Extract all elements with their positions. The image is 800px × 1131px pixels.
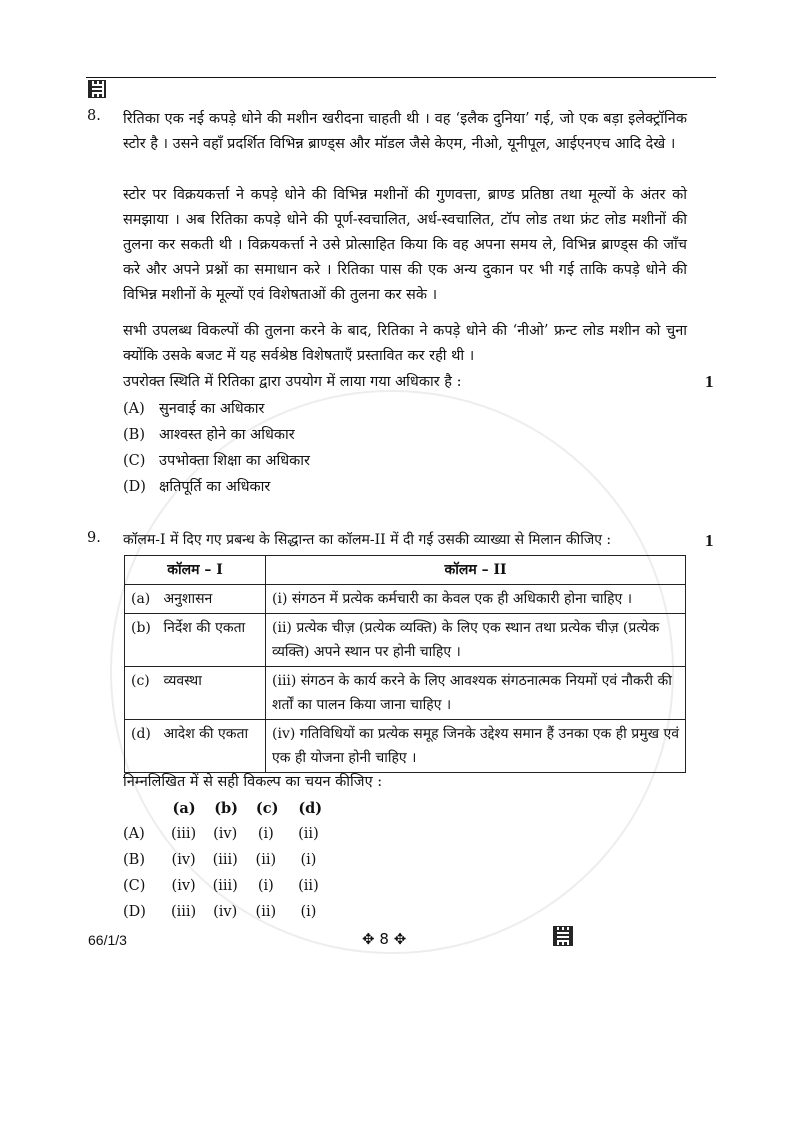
question-8-paragraph-3: सभी उपलब्ध विकल्पों की तुलना करने के बाद, रितिका ने कपड़े धोने की ‘नीओ’ फ्रन्ट लोड मशीन को चुना क्योंकि उसके बजट में यह सर्वश्रेष्ठ विशेषताएँ प्रस्तावित कर रही थी । (123, 323, 687, 364)
answer-value: (i) (300, 852, 317, 868)
question-9-instruction: निम्नलिखित में से सही विकल्प का चयन कीजिए : (123, 774, 383, 790)
answer-value: (ii) (255, 904, 277, 920)
page-decor-left-icon: ✥ (362, 930, 375, 948)
row-desc: प्रत्येक चीज़ (प्रत्येक व्यक्ति) के लिए एक स्थान तथा प्रत्येक चीज़ (प्रत्येक व्यक्ति) अपने स्थान पर होनी चाहिए । (272, 620, 660, 660)
answer-value: (iv) (213, 826, 238, 842)
table-row (125, 614, 686, 667)
row-term: अनुशासन (163, 591, 213, 607)
answer-option-d (123, 904, 327, 920)
page-number (362, 930, 406, 948)
answer-header-row (123, 800, 329, 817)
answer-value: (i) (257, 826, 274, 842)
page-decor-right-icon: ✥ (393, 930, 407, 948)
column-1-header: कॉलम – I (125, 556, 266, 585)
answer-header-b: (b) (214, 800, 239, 817)
column-1-cell (125, 614, 266, 667)
answer-value: (ii) (298, 878, 319, 894)
question-8-paragraph-1: रितिका एक नई कपड़े धोने की मशीन खरीदना चाहती थी । वह ‘इलैक दुनिया’ गई, जो एक बड़ा इलेक्ट्रॉनिक स्टोर है । उसने वहाँ प्रदर्शित विभिन्न ब्राण्ड्स और मॉडल जैसे केएम, नीओ, यूनीपूल, आईएनएच आदि देखे । (123, 111, 687, 152)
column-1-cell (125, 667, 266, 720)
row-label: (d) (131, 726, 151, 742)
option-text: सुनवाई का अधिकार (159, 401, 265, 417)
row-term: आदेश की एकता (163, 726, 249, 742)
table-row (125, 667, 686, 720)
column-2-cell (266, 667, 686, 720)
answer-label: (C) (123, 878, 146, 894)
answer-value: (i) (300, 904, 317, 920)
option-text: आश्वस्त होने का अधिकार (159, 427, 295, 443)
answer-value: (iii) (170, 904, 197, 920)
question-8-prompt: उपरोक्त स्थिति में रितिका द्वारा उपयोग में लाया गया अधिकार है : (123, 374, 462, 390)
answer-label: (D) (123, 904, 146, 920)
question-9-number: 9. (87, 530, 101, 546)
column-2-cell (266, 585, 686, 614)
paper-code: 66/1/3 (88, 932, 127, 948)
column-1-cell (125, 585, 266, 614)
answer-option-b (123, 852, 327, 868)
row-desc: संगठन में प्रत्येक कर्मचारी का केवल एक ही अधिकारी होना चाहिए । (291, 591, 633, 607)
question-9-text: कॉलम-I में दिए गए प्रबन्ध के सिद्धान्त का कॉलम-II में दी गई उसकी व्याख्या से मिलान कीजिए : (123, 532, 612, 548)
row-desc: गतिविधियों का प्रत्येक समूह जिनके उद्देश्य समान हैं उनका एक ही प्रमुख एवं एक ही योजना होनी चाहिए । (272, 726, 680, 766)
question-8-option-b (123, 422, 295, 448)
option-text: क्षतिपूर्ति का अधिकार (159, 479, 271, 495)
answer-value: (iv) (213, 904, 238, 920)
row-label: (c) (131, 673, 150, 689)
answer-value: (iv) (171, 878, 196, 894)
qr-code-icon (88, 80, 106, 98)
answer-value: (ii) (298, 826, 319, 842)
question-9-marks: 1 (705, 531, 714, 550)
header-rule (86, 77, 716, 78)
option-label: (A) (123, 401, 145, 417)
answer-option-c (123, 878, 327, 894)
row-num: (iii) (272, 673, 297, 689)
answer-option-a (123, 826, 327, 842)
answer-label: (A) (123, 826, 145, 842)
question-8-paragraph-2: स्टोर पर विक्रयकर्त्ता ने कपड़े धोने की विभिन्न मशीनों की गुणवत्ता, ब्राण्ड प्रतिष्ठा तथा मूल्यों के अंतर को समझाया । अब रितिका कपड़े धोने की पूर्ण-स्वचालित, अर्ध-स्वचालित, टॉप लोड तथा फ्रंट लोड मशीनों की तुलना कर सकती थी । विक्रयकर्त्ता ने उसे प्रोत्साहित किया कि वह अपना समय ले, विभिन्न ब्राण्ड्स की जाँच करे और अपने प्रश्नों का समाधान करे । रितिका पास की एक अन्य दुकान पर भी गई ताकि कपड़े धोने की विभिन्न मशीनों के मूल्यों एवं विशेषताओं की तुलना कर सके । (123, 187, 687, 303)
row-num: (i) (272, 591, 288, 607)
row-label: (b) (131, 620, 151, 636)
answer-value: (iv) (171, 852, 196, 868)
answer-value: (iii) (170, 826, 197, 842)
column-2-cell (266, 614, 686, 667)
question-8-option-c (123, 448, 310, 474)
answer-value: (i) (257, 878, 274, 894)
answer-value: (iii) (212, 852, 238, 868)
question-8-option-d (123, 474, 270, 500)
row-desc: संगठन के कार्य करने के लिए आवश्यक संगठनात्मक नियमों एवं नौकरी की शर्तों का पालन किया जाना चाहिए । (272, 673, 672, 713)
table-row (125, 720, 686, 773)
row-term: व्यवस्था (163, 673, 202, 689)
table-header-row (125, 556, 686, 585)
answer-value: (ii) (255, 852, 277, 868)
column-2-cell (266, 720, 686, 773)
column-2-header: कॉलम – II (266, 556, 686, 585)
answer-value: (iii) (212, 878, 238, 894)
question-8-option-a (123, 396, 264, 422)
answer-label: (B) (123, 852, 145, 868)
question-8-number: 8. (87, 108, 101, 124)
column-1-cell (125, 720, 266, 773)
matching-table (124, 555, 686, 773)
answer-header-a: (a) (172, 800, 196, 817)
row-num: (ii) (272, 620, 292, 636)
question-8-marks: 1 (705, 372, 714, 391)
option-text: उपभोक्ता शिक्षा का अधिकार (159, 453, 310, 469)
answer-header-d: (d) (298, 800, 323, 817)
qr-code-icon (553, 926, 573, 946)
row-num: (iv) (272, 726, 296, 742)
option-label: (C) (123, 453, 146, 469)
answer-header-c: (c) (255, 800, 279, 817)
option-label: (B) (123, 427, 145, 443)
option-label: (D) (123, 479, 146, 495)
row-term: निर्देश की एकता (163, 620, 246, 636)
table-row (125, 585, 686, 614)
row-label: (a) (131, 591, 151, 607)
page-number-text: 8 (379, 930, 389, 948)
